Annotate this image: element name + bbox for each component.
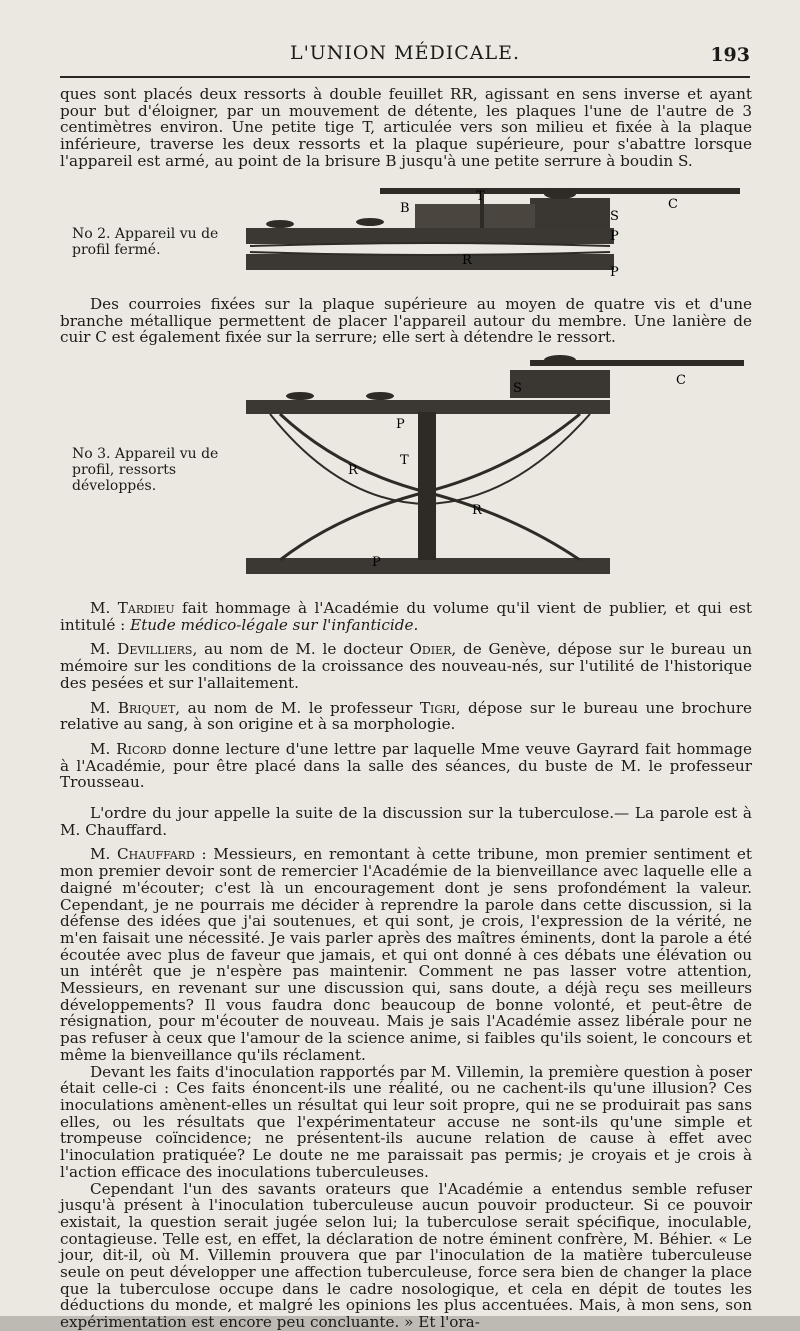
paragraph-devant: Devant les faits d'inoculation rapportés par M. Villemin, la première question à poser était celle-ci : Ces faits énoncent-ils une réalité, ou ne cachent-ils qu'une illusion? Ces inoculations amènent-elles un résultat qui leur soit propre, qui ne se produirait pas sans elles, ou les résultats que l'expérimentateur accuse ne sont-ils qu'une simple et trompeuse coïncidence; ne présentent-ils aucune relation de cause à effet avec l'inoculation pratiquée? Le doute ne me paraissait pas permis; je croyais et je crois à l'action efficace des inoculations tuberculeuses. <box>60 1062 752 1181</box>
label-p-bottom: P <box>372 555 381 570</box>
paragraph-briquet: M. Briquet, au nom de M. le professeur Tigri, dépose sur le bureau une brochure relative au sang, à son origine et à sa morphologie. <box>60 698 752 734</box>
paragraph-ricord: M. Ricord donne lecture d'une lettre par laquelle Mme veuve Gayrard fait hommage à l'Académie, pour être placé dans la salle des séances, du buste de M. le professeur Trousseau. <box>60 739 752 792</box>
label-b: B <box>400 201 410 216</box>
intro-paragraph: ques sont placés deux ressorts à double feuillet RR, agissant en sens inverse et ayant pour but d'éloigner, par un mouvement de détente, les plaques l'une de l'autre de 3 centimètres environ. Une petite tige T, articulée vers son milieu et fixée à la plaque inférieure, traverse les deux ressorts et la plaque supérieure, pour s'abattre lorsque l'appareil est armé, au point de la brisure B jusqu'à une petite serrure à boudin S. <box>60 85 752 170</box>
label-p-top: P <box>610 229 619 244</box>
body-text <box>60 600 752 1331</box>
label-c: C <box>676 373 686 388</box>
page-header <box>60 40 750 78</box>
label-s: S <box>610 209 619 224</box>
label-r: R <box>462 253 472 268</box>
page-number: 193 <box>710 44 750 66</box>
running-title: L'UNION MÉDICALE. <box>289 42 521 64</box>
label-r-left: R <box>348 463 358 478</box>
paragraph-chauffard: M. Chauffard : Messieurs, en remontant à cette tribune, mon premier sentiment et mon premier devoir sont de remercier l'Académie de la bienveillance avec laquelle elle a daigné m'écouter; c'est là un encouragement dont je sens profondément la valeur. Cependant, je ne pourrais me décider à reprendre la parole dans cette discussion, si la défense des idées que j'ai soutenues, et qui sont, je crois, l'expression de la vérité, ne m'en faisait une nécessité. Je vais parler après des maîtres éminents, dont la parole a été écoutée avec plus de faveur que jamais, et qui ont donné à ces débats une élévation ou un intérêt que je n'espère pas maintenir. Comment ne pas lasser votre attention, Messieurs, en revenant sur une discussion qui, sans doute, a déjà reçu ses meilleurs développements? Il vous faudra donc beaucoup de bonne volonté, et peut-être de résignation, pour m'écouter de nouveau. Mais je sais l'Académie assez libérale pour ne pas refuser à ceux que l'amour de la science anime, si faibles qu'ils soient, le concours et même la bienveillance qu'ils réclament. <box>60 845 752 1064</box>
label-s: S <box>513 381 522 396</box>
label-t: T <box>400 453 409 468</box>
label-p-top: P <box>396 417 405 432</box>
label-p-bottom: P <box>610 265 619 280</box>
figure-3-caption: No 3. Appareil vu de profil, ressorts développés. <box>72 446 219 494</box>
label-t: T <box>476 189 485 204</box>
paragraph-tardieu: M. Tardieu fait hommage à l'Académie du volume qu'il vient de publier, et qui est intitulé : Etude médico-légale sur l'infanticide. <box>60 599 753 634</box>
paragraph-devilliers: M. Devilliers, au nom de M. le docteur Odier, de Genève, dépose sur le bureau un mémoire sur les conditions de la croissance des nouveau-nés, sur l'utilité de l'historique des pesées et sur l'allaitement. <box>60 640 752 692</box>
middle-paragraph: Des courroies fixées sur la plaque supérieure au moyen de quatre vis et d'une branche métallique permettent de placer l'appareil autour du membre. Une lanière de cuir C est également fixée sur la serrure; elle sert à détendre le ressort. <box>60 295 752 347</box>
figure-2-illustration <box>240 182 750 282</box>
paragraph-cependant: Cependant l'un des savants orateurs que l'Académie a entendus semble refuser jusqu'à présent à l'inoculation tuberculeuse aucun pouvoir producteur. Si ce pouvoir existait, la question serait jugée selon lui; la tuberculose serait spécifique, inoculable, contagieuse. Telle est, en effet, la déclaration de notre éminent confrère, M. Béhier. « Le jour, dit-il, où M. Villemin prouvera que par l'inoculation de la matière tuberculeuse seule on peut développer une affection tuberculeuse, force sera bien de changer la place que la tuberculose occupe dans le cadre nosologique, et cela en dépit de toutes les déductions du monde, et malgré les opinions les plus accentuées. Mais, à mon sens, son expérimentation est encore peu concluante. » Et l'ora- <box>60 1179 752 1331</box>
label-c: C <box>668 197 678 212</box>
figure-3-illustration <box>240 352 750 584</box>
paragraph-ordre-du-jour: L'ordre du jour appelle la suite de la discussion sur la tuberculose.— La parole est à M. Chauffard. <box>60 804 752 839</box>
figure-2-caption: No 2. Appareil vu de profil fermé. <box>72 226 219 258</box>
label-r-right: R <box>472 503 482 518</box>
